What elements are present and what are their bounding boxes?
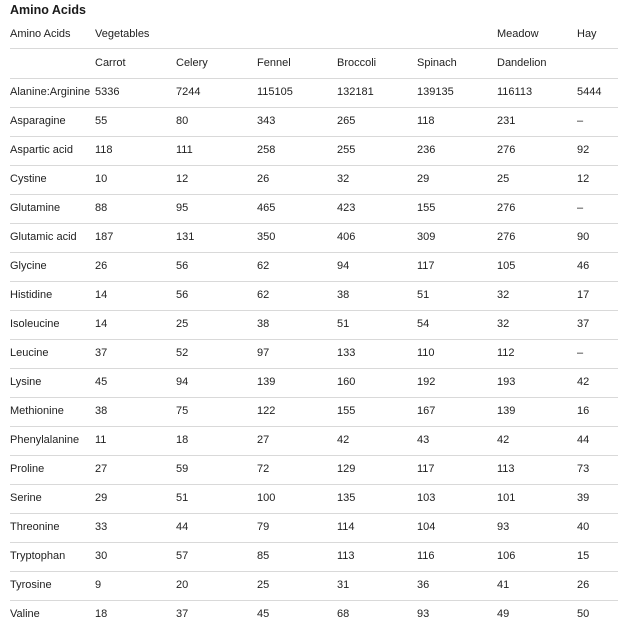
value-cell: 117 (417, 456, 497, 485)
value-cell: 32 (337, 166, 417, 195)
table-row (10, 601, 618, 620)
value-cell: 129 (337, 456, 417, 485)
value-cell: 231 (497, 108, 577, 137)
row-label-cell: Cystine (10, 166, 95, 195)
value-cell: 46 (577, 253, 618, 282)
value-cell: 29 (417, 166, 497, 195)
value-cell: 276 (497, 195, 577, 224)
row-label-cell: Aspartic acid (10, 137, 95, 166)
value-cell: 155 (417, 195, 497, 224)
value-cell: 18 (176, 427, 257, 456)
value-cell: 12 (577, 166, 618, 195)
value-cell: 59 (176, 456, 257, 485)
row-label-cell: Glutamic acid (10, 224, 95, 253)
value-cell: 55 (95, 108, 176, 137)
value-cell: 406 (337, 224, 417, 253)
value-cell: 26 (577, 572, 618, 601)
table-row (10, 543, 618, 572)
value-cell: 113 (337, 543, 417, 572)
value-cell: – (577, 340, 618, 369)
table-row (10, 108, 618, 137)
value-cell: 68 (337, 601, 417, 620)
page-title: Amino Acids (10, 3, 86, 17)
column-header-cell: Broccoli (337, 49, 417, 79)
value-cell: 51 (417, 282, 497, 311)
value-cell: 75 (176, 398, 257, 427)
row-label-cell: Glutamine (10, 195, 95, 224)
value-cell: 116 (417, 543, 497, 572)
value-cell: 41 (497, 572, 577, 601)
value-cell: 94 (176, 369, 257, 398)
value-cell: 80 (176, 108, 257, 137)
value-cell: 51 (337, 311, 417, 340)
value-cell: 90 (577, 224, 618, 253)
value-cell: 29 (95, 485, 176, 514)
value-cell: 105 (497, 253, 577, 282)
value-cell: 258 (257, 137, 337, 166)
value-cell: 16 (577, 398, 618, 427)
value-cell: 18 (95, 601, 176, 620)
value-cell: 110 (417, 340, 497, 369)
value-cell: 5336 (95, 79, 176, 108)
value-cell: 26 (257, 166, 337, 195)
value-cell: 350 (257, 224, 337, 253)
row-label-cell: Leucine (10, 340, 95, 369)
value-cell: 139 (497, 398, 577, 427)
row-label-cell: Histidine (10, 282, 95, 311)
table-row (10, 572, 618, 601)
value-cell: 45 (95, 369, 176, 398)
group-header-cell: Meadow (497, 26, 577, 49)
value-cell: 79 (257, 514, 337, 543)
amino-acids-table (10, 26, 618, 620)
row-label-cell: Tyrosine (10, 572, 95, 601)
value-cell: 38 (95, 398, 176, 427)
column-header-cell: Carrot (95, 49, 176, 79)
value-cell: 31 (337, 572, 417, 601)
value-cell: 139135 (417, 79, 497, 108)
column-header-cell (577, 49, 618, 79)
value-cell: 236 (417, 137, 497, 166)
value-cell: 26 (95, 253, 176, 282)
value-cell: 11 (95, 427, 176, 456)
value-cell: 160 (337, 369, 417, 398)
value-cell: 139 (257, 369, 337, 398)
value-cell: 155 (337, 398, 417, 427)
value-cell: 40 (577, 514, 618, 543)
value-cell: 255 (337, 137, 417, 166)
value-cell: 133 (337, 340, 417, 369)
column-header-cell: Celery (176, 49, 257, 79)
row-label-cell: Methionine (10, 398, 95, 427)
value-cell: 43 (417, 427, 497, 456)
value-cell: 45 (257, 601, 337, 620)
value-cell: 423 (337, 195, 417, 224)
table-row (10, 485, 618, 514)
value-cell: 132181 (337, 79, 417, 108)
value-cell: 38 (337, 282, 417, 311)
table-row (10, 166, 618, 195)
table-body (10, 79, 618, 620)
value-cell: 118 (95, 137, 176, 166)
value-cell: 114 (337, 514, 417, 543)
value-cell: 36 (417, 572, 497, 601)
value-cell: 37 (577, 311, 618, 340)
value-cell: 38 (257, 311, 337, 340)
value-cell: 33 (95, 514, 176, 543)
column-header-cell: Dandelion (497, 49, 577, 79)
table-header (10, 26, 618, 79)
value-cell: 62 (257, 253, 337, 282)
table-row (10, 427, 618, 456)
column-header-cell: Spinach (417, 49, 497, 79)
table-row (10, 398, 618, 427)
value-cell: 54 (417, 311, 497, 340)
value-cell: 30 (95, 543, 176, 572)
row-label-cell: Isoleucine (10, 311, 95, 340)
value-cell: 104 (417, 514, 497, 543)
value-cell: 103 (417, 485, 497, 514)
column-header-row (10, 49, 618, 79)
column-header-cell: Fennel (257, 49, 337, 79)
value-cell: 17 (577, 282, 618, 311)
table-row (10, 79, 618, 108)
table-row (10, 369, 618, 398)
value-cell: 193 (497, 369, 577, 398)
value-cell: 57 (176, 543, 257, 572)
value-cell: 39 (577, 485, 618, 514)
value-cell: 25 (497, 166, 577, 195)
value-cell: 27 (257, 427, 337, 456)
value-cell: 62 (257, 282, 337, 311)
value-cell: 15 (577, 543, 618, 572)
value-cell: 106 (497, 543, 577, 572)
value-cell: 122 (257, 398, 337, 427)
value-cell: 72 (257, 456, 337, 485)
value-cell: 37 (176, 601, 257, 620)
value-cell: 56 (176, 253, 257, 282)
table-row (10, 137, 618, 166)
table-row (10, 253, 618, 282)
group-header-row (10, 26, 618, 49)
row-label-cell: Threonine (10, 514, 95, 543)
value-cell: 14 (95, 311, 176, 340)
value-cell: 131 (176, 224, 257, 253)
value-cell: 42 (337, 427, 417, 456)
value-cell: 94 (337, 253, 417, 282)
value-cell: – (577, 108, 618, 137)
value-cell: 276 (497, 224, 577, 253)
group-header-cell: Hay (577, 26, 618, 49)
value-cell: 25 (257, 572, 337, 601)
table-row (10, 456, 618, 485)
value-cell: 116113 (497, 79, 577, 108)
value-cell: 49 (497, 601, 577, 620)
value-cell: 56 (176, 282, 257, 311)
value-cell: 27 (95, 456, 176, 485)
value-cell: 135 (337, 485, 417, 514)
value-cell: 14 (95, 282, 176, 311)
value-cell: 192 (417, 369, 497, 398)
table-row (10, 224, 618, 253)
value-cell: 93 (497, 514, 577, 543)
value-cell: 187 (95, 224, 176, 253)
value-cell: 92 (577, 137, 618, 166)
value-cell: 7244 (176, 79, 257, 108)
value-cell: 112 (497, 340, 577, 369)
value-cell: 465 (257, 195, 337, 224)
table-row (10, 195, 618, 224)
row-label-cell: Phenylalanine (10, 427, 95, 456)
value-cell: – (577, 195, 618, 224)
row-label-cell: Tryptophan (10, 543, 95, 572)
value-cell: 93 (417, 601, 497, 620)
value-cell: 85 (257, 543, 337, 572)
value-cell: 265 (337, 108, 417, 137)
value-cell: 12 (176, 166, 257, 195)
value-cell: 52 (176, 340, 257, 369)
value-cell: 9 (95, 572, 176, 601)
value-cell: 88 (95, 195, 176, 224)
value-cell: 25 (176, 311, 257, 340)
table-row (10, 311, 618, 340)
value-cell: 117 (417, 253, 497, 282)
value-cell: 51 (176, 485, 257, 514)
value-cell: 44 (577, 427, 618, 456)
value-cell: 5444 (577, 79, 618, 108)
value-cell: 10 (95, 166, 176, 195)
value-cell: 95 (176, 195, 257, 224)
value-cell: 37 (95, 340, 176, 369)
column-header-cell (10, 49, 95, 79)
value-cell: 118 (417, 108, 497, 137)
value-cell: 167 (417, 398, 497, 427)
row-label-cell: Valine (10, 601, 95, 620)
row-label-cell: Alanine:Arginine (10, 79, 95, 108)
value-cell: 42 (577, 369, 618, 398)
value-cell: 101 (497, 485, 577, 514)
value-cell: 276 (497, 137, 577, 166)
table-row (10, 282, 618, 311)
value-cell: 309 (417, 224, 497, 253)
value-cell: 44 (176, 514, 257, 543)
row-label-cell: Asparagine (10, 108, 95, 137)
value-cell: 32 (497, 282, 577, 311)
value-cell: 73 (577, 456, 618, 485)
row-label-cell: Serine (10, 485, 95, 514)
value-cell: 50 (577, 601, 618, 620)
value-cell: 113 (497, 456, 577, 485)
group-header-cell: Amino Acids (10, 26, 95, 49)
table-row (10, 514, 618, 543)
value-cell: 111 (176, 137, 257, 166)
row-label-cell: Lysine (10, 369, 95, 398)
value-cell: 32 (497, 311, 577, 340)
value-cell: 100 (257, 485, 337, 514)
value-cell: 343 (257, 108, 337, 137)
value-cell: 115105 (257, 79, 337, 108)
table-row (10, 340, 618, 369)
value-cell: 97 (257, 340, 337, 369)
row-label-cell: Glycine (10, 253, 95, 282)
value-cell: 42 (497, 427, 577, 456)
group-header-cell: Vegetables (95, 26, 497, 49)
value-cell: 20 (176, 572, 257, 601)
row-label-cell: Proline (10, 456, 95, 485)
